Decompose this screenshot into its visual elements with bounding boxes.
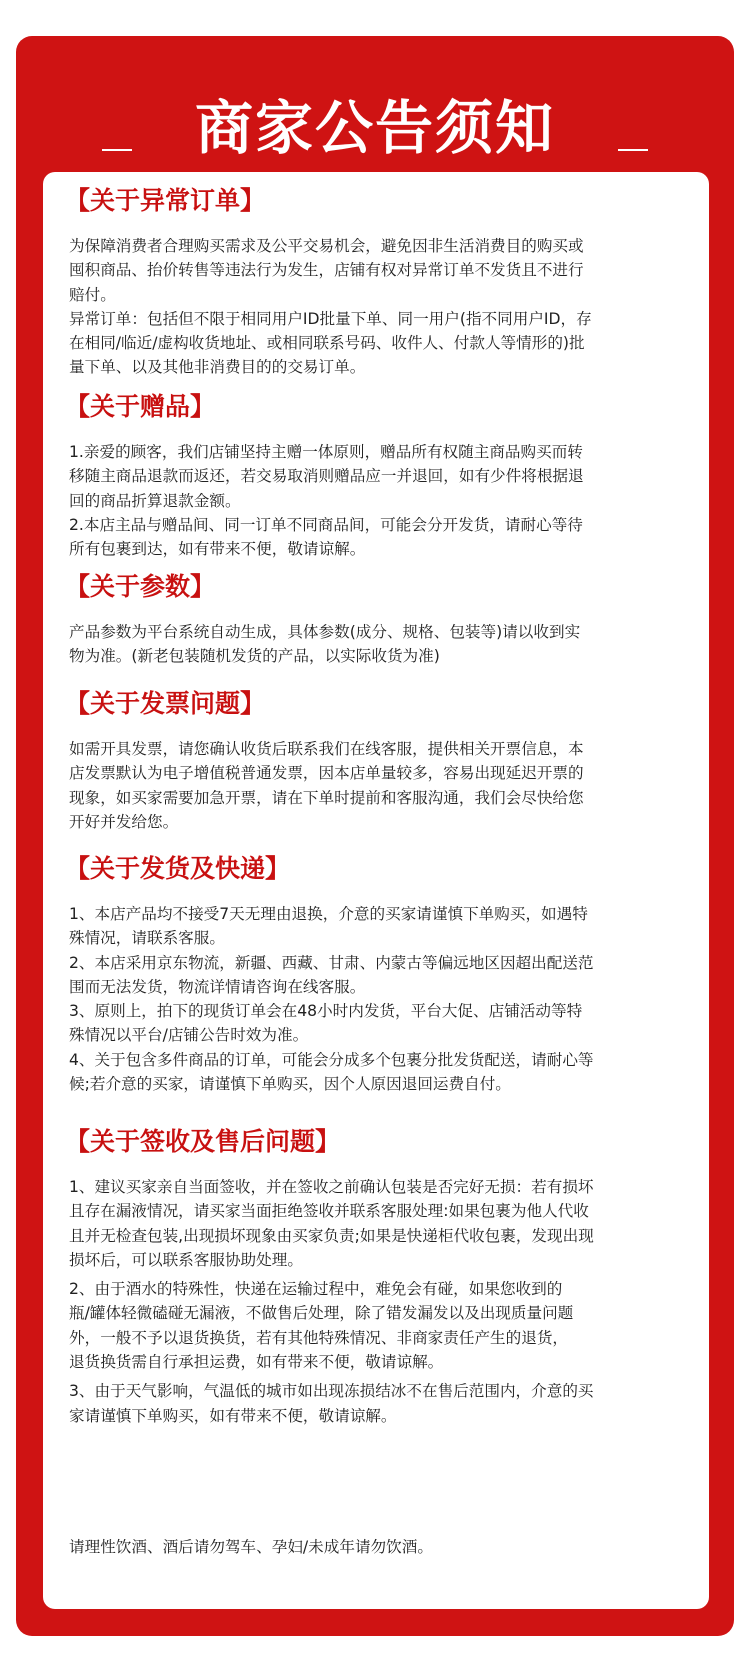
section-text-line: 4、关于包含多件商品的订单，可能会分成多个包裹分批发货配送，请耐心等	[69, 1050, 594, 1069]
section-text-line: 1.亲爱的顾客，我们店铺坚持主赠一体原则，赠品所有权随主商品购买而转	[69, 443, 583, 461]
section-text-line: 3、由于天气影响，气温低的城市如出现冻损结冰不在售后范围内，介意的买	[69, 1382, 594, 1401]
section-text-line: 殊情况以平台/店铺公告时效为准。	[69, 1026, 309, 1045]
section-heading: 【关于发票问题】	[65, 689, 266, 718]
section-heading: 【关于异常订单】	[65, 186, 266, 215]
section-text-line: 移随主商品退款而返还，若交易取消则赠品应一并退回，如有少件将根据退	[69, 467, 584, 486]
section-text-line: 1、本店产品均不接受7天无理由退换，介意的买家请谨慎下单购买，如遇特	[69, 905, 588, 923]
section-text-line: 2、由于酒水的特殊性，快递在运输过程中，难免会有碰，如果您收到的	[69, 1280, 563, 1299]
section-text-line: 回的商品折算退款金额。	[69, 491, 241, 510]
section-text-line: 外，一般不予以退货换货，若有其他特殊情况、非商家责任产生的退货，	[69, 1328, 569, 1347]
section-text-line: 店发票默认为电子增值税普通发票，因本店单量较多，容易出现延迟开票的	[69, 764, 584, 783]
section-invoices	[65, 687, 679, 834]
section-text-line: 产品参数为平台系统自动生成，具体参数(成分、规格、包装等)请以收到实	[69, 623, 581, 641]
section-text-line: 1、建议买家亲自当面签收，并在签收之前确认包装是否完好无损：若有损坏	[69, 1178, 594, 1196]
section-text-line: 殊情况，请联系客服。	[69, 929, 225, 948]
section-parameters	[65, 570, 679, 669]
section-after-sales	[65, 1125, 679, 1428]
section-text-line: 囤积商品、抬价转售等违法行为发生，店铺有权对异常订单不发货且不进行	[69, 261, 584, 280]
section-gifts	[65, 390, 679, 561]
section-text-line: 家请谨慎下单购买，如有带来不便，敬请谅解。	[69, 1406, 397, 1425]
notice-card	[43, 172, 709, 1609]
section-heading: 【关于发货及快递】	[65, 854, 291, 883]
responsible-drinking-note: 请理性饮酒、酒后请勿驾车、孕妇/未成年请勿饮酒。	[69, 1538, 433, 1556]
section-text-line: 损坏后，可以联系客服协助处理。	[69, 1250, 303, 1269]
section-text-line: 3、原则上，拍下的现货订单会在48小时内发货，平台大促、店铺活动等特	[69, 1002, 583, 1021]
page-title: 商家公告须知	[194, 94, 555, 162]
section-heading: 【关于参数】	[65, 572, 216, 601]
section-text-line: 围而无法发货，物流详情请咨询在线客服。	[69, 977, 366, 996]
section-text-line: 量下单、以及其他非消费目的的交易订单。	[69, 358, 366, 377]
section-text-line: 且并无检查包装,出现损坏现象由买家负责;如果是快递柜代收包裹，发现出现	[69, 1226, 594, 1245]
section-text-line: 现象，如买家需要加急开票，请在下单时提前和客服沟通，我们会尽快给您	[69, 788, 584, 807]
section-text-line: 开好并发给您。	[69, 812, 179, 831]
section-shipping	[65, 852, 679, 1096]
section-heading: 【关于签收及售后问题】	[65, 1127, 341, 1156]
section-text-line: 赔付。	[69, 285, 116, 304]
section-text-line: 为保障消费者合理购买需求及公平交易机会，避免因非生活消费目的购买或	[69, 237, 584, 255]
section-text-line: 且存在漏液情况，请买家当面拒绝签收并联系客服处理:如果包裹为他人代收	[69, 1202, 589, 1221]
section-text-line: 退货换货需自行承担运费，如有带来不便，敬请谅解。	[69, 1353, 444, 1372]
section-text-line: 候;若介意的买家，请谨慎下单购买，因个人原因退回运费自付。	[69, 1075, 511, 1094]
section-text-line: 2、本店采用京东物流，新疆、西藏、甘肃、内蒙古等偏远地区因超出配送范	[69, 953, 594, 972]
section-text-line: 异常订单：包括但不限于相同用户ID批量下单、同一用户(指不同用户ID，存	[69, 309, 592, 328]
title-bar	[16, 88, 734, 168]
section-abnormal-orders	[65, 184, 679, 380]
section-text-line: 2.本店主品与赠品间、同一订单不同商品间，可能会分开发货，请耐心等待	[69, 515, 583, 534]
section-heading: 【关于赠品】	[65, 392, 216, 421]
section-text-line: 瓶/罐体轻微磕碰无漏液，不做售后处理，除了错发漏发以及出现质量问题	[69, 1304, 574, 1323]
title-right-dash	[618, 149, 648, 151]
section-text-line: 所有包裹到达，如有带来不便，敬请谅解。	[69, 540, 366, 559]
section-text-line: 如需开具发票，请您确认收货后联系我们在线客服，提供相关开票信息，本	[69, 740, 584, 758]
section-text-line: 在相同/临近/虚构收货地址、或相同联系号码、收件人、付款人等情形的)批	[69, 334, 585, 353]
section-text-line: 物为准。(新老包装随机发货的产品，以实际收货为准)	[69, 647, 440, 666]
